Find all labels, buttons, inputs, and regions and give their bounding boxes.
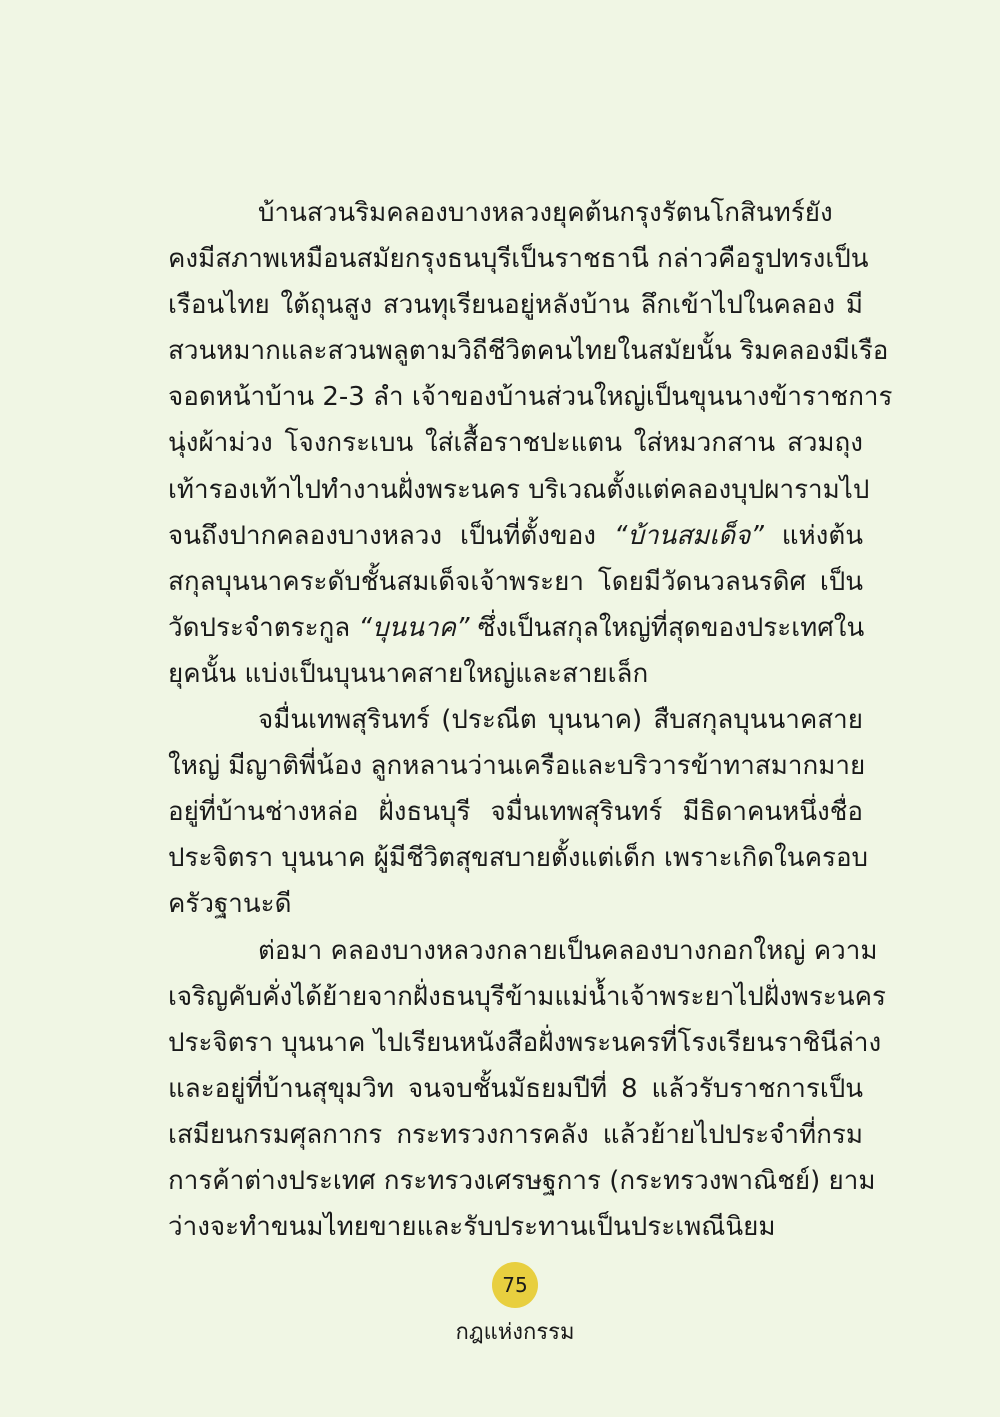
- text-line: คงมีสภาพเหมือนสมัยกรุงธนบุรีเป็นราชธานี กล่าวคือรูปทรงเป็น: [168, 244, 869, 275]
- text-line: จอดหน้าบ้าน 2-3 ลำ เจ้าของบ้านส่วนใหญ่เป็นขุนนางข้าราชการ: [168, 382, 893, 413]
- text-line: สกุลบุนนาคระดับชั้นสมเด็จเจ้าพระยา โดยมีวัดนวลนรดิศ เป็น: [168, 566, 863, 597]
- text-line: การค้าต่างประเทศ กระทรวงเศรษฐการ (กระทรวงพาณิชย์) ยาม: [168, 1165, 876, 1196]
- page-number: 75: [502, 1273, 528, 1297]
- book-title: กฎแห่งกรรม: [455, 1320, 575, 1345]
- paragraph-2: [168, 697, 869, 927]
- text-line: ยุคนั้น แบ่งเป็นบุนนาคสายใหญ่และสายเล็ก: [168, 658, 649, 689]
- text-line: จมื่นเทพสุรินทร์ (ประณีต บุนนาค) สืบสกุลบุนนาคสาย: [258, 705, 863, 736]
- emphasis-ban-somdet: “บ้านสมเด็จ”: [613, 520, 764, 551]
- text-line: นุ่งผ้าม่วง โจงกระเบน ใส่เสื้อราชปะแตน ใส่หมวกสาน สวมถุง: [168, 428, 863, 459]
- text-line: และอยู่ที่บ้านสุขุมวิท จนจบชั้นมัธยมปีที่ 8 แล้วรับราชการเป็น: [168, 1073, 863, 1104]
- text-line: เสมียนกรมศุลกากร กระทรวงการคลัง แล้วย้ายไปประจำที่กรม: [168, 1119, 863, 1150]
- paragraph-3: [168, 928, 886, 1251]
- text-line: เท้ารองเท้าไปทำงานฝั่งพระนคร บริเวณตั้งแต่คลองบุปผารามไป: [168, 474, 870, 505]
- page-number-badge: [492, 1262, 538, 1308]
- text-line: [168, 513, 863, 559]
- text-line: ใหญ่ มีญาติพี่น้อง ลูกหลานว่านเครือและบริวารข้าทาสมากมาย: [168, 751, 866, 782]
- text-line: เรือนไทย ใต้ถุนสูง สวนทุเรียนอยู่หลังบ้าน ลึกเข้าไปในคลอง มี: [168, 290, 863, 321]
- text-line: บ้านสวนริมคลองบางหลวงยุคต้นกรุงรัตนโกสินทร์ยัง: [258, 198, 833, 228]
- text-line: ประจิตรา บุนนาค ผู้มีชีวิตสุขสบายตั้งแต่เด็ก เพราะเกิดในครอบ: [168, 843, 869, 874]
- text-line: ต่อมา คลองบางหลวงกลายเป็นคลองบางกอกใหญ่ ความ: [258, 935, 878, 966]
- text-line: ครัวฐานะดี: [168, 889, 292, 920]
- text-line: ว่างจะทำขนมไทยขายและรับประทานเป็นประเพณีนิยม: [168, 1212, 776, 1243]
- paragraph-1: [168, 190, 893, 697]
- text-segment: แห่งต้น: [781, 520, 864, 551]
- text-line: [168, 605, 863, 651]
- emphasis-bunnag: “บุนนาค”: [358, 612, 470, 643]
- text-line: เจริญคับคั่งได้ย้ายจากฝั่งธนบุรีข้ามแม่น้ำเจ้าพระยาไปฝั่งพระนคร: [168, 981, 886, 1012]
- text-segment: วัดประจำตระกูล: [168, 612, 351, 643]
- text-segment: จนถึงปากคลองบางหลวง เป็นที่ตั้งของ: [168, 520, 597, 551]
- text-line: สวนหมากและสวนพลูตามวิถีชีวิตคนไทยในสมัยนั้น ริมคลองมีเรือ: [168, 336, 889, 367]
- text-line: อยู่ที่บ้านช่างหล่อ ฝั่งธนบุรี จมื่นเทพสุรินทร์ มีธิดาคนหนึ่งชื่อ: [168, 797, 863, 828]
- text-segment: ซึ่งเป็นสกุลใหญ่ที่สุดของประเทศใน: [477, 612, 865, 643]
- text-line: ประจิตรา บุนนาค ไปเรียนหนังสือฝั่งพระนครที่โรงเรียนราชินีล่าง: [168, 1027, 882, 1058]
- body-text: [168, 190, 893, 1250]
